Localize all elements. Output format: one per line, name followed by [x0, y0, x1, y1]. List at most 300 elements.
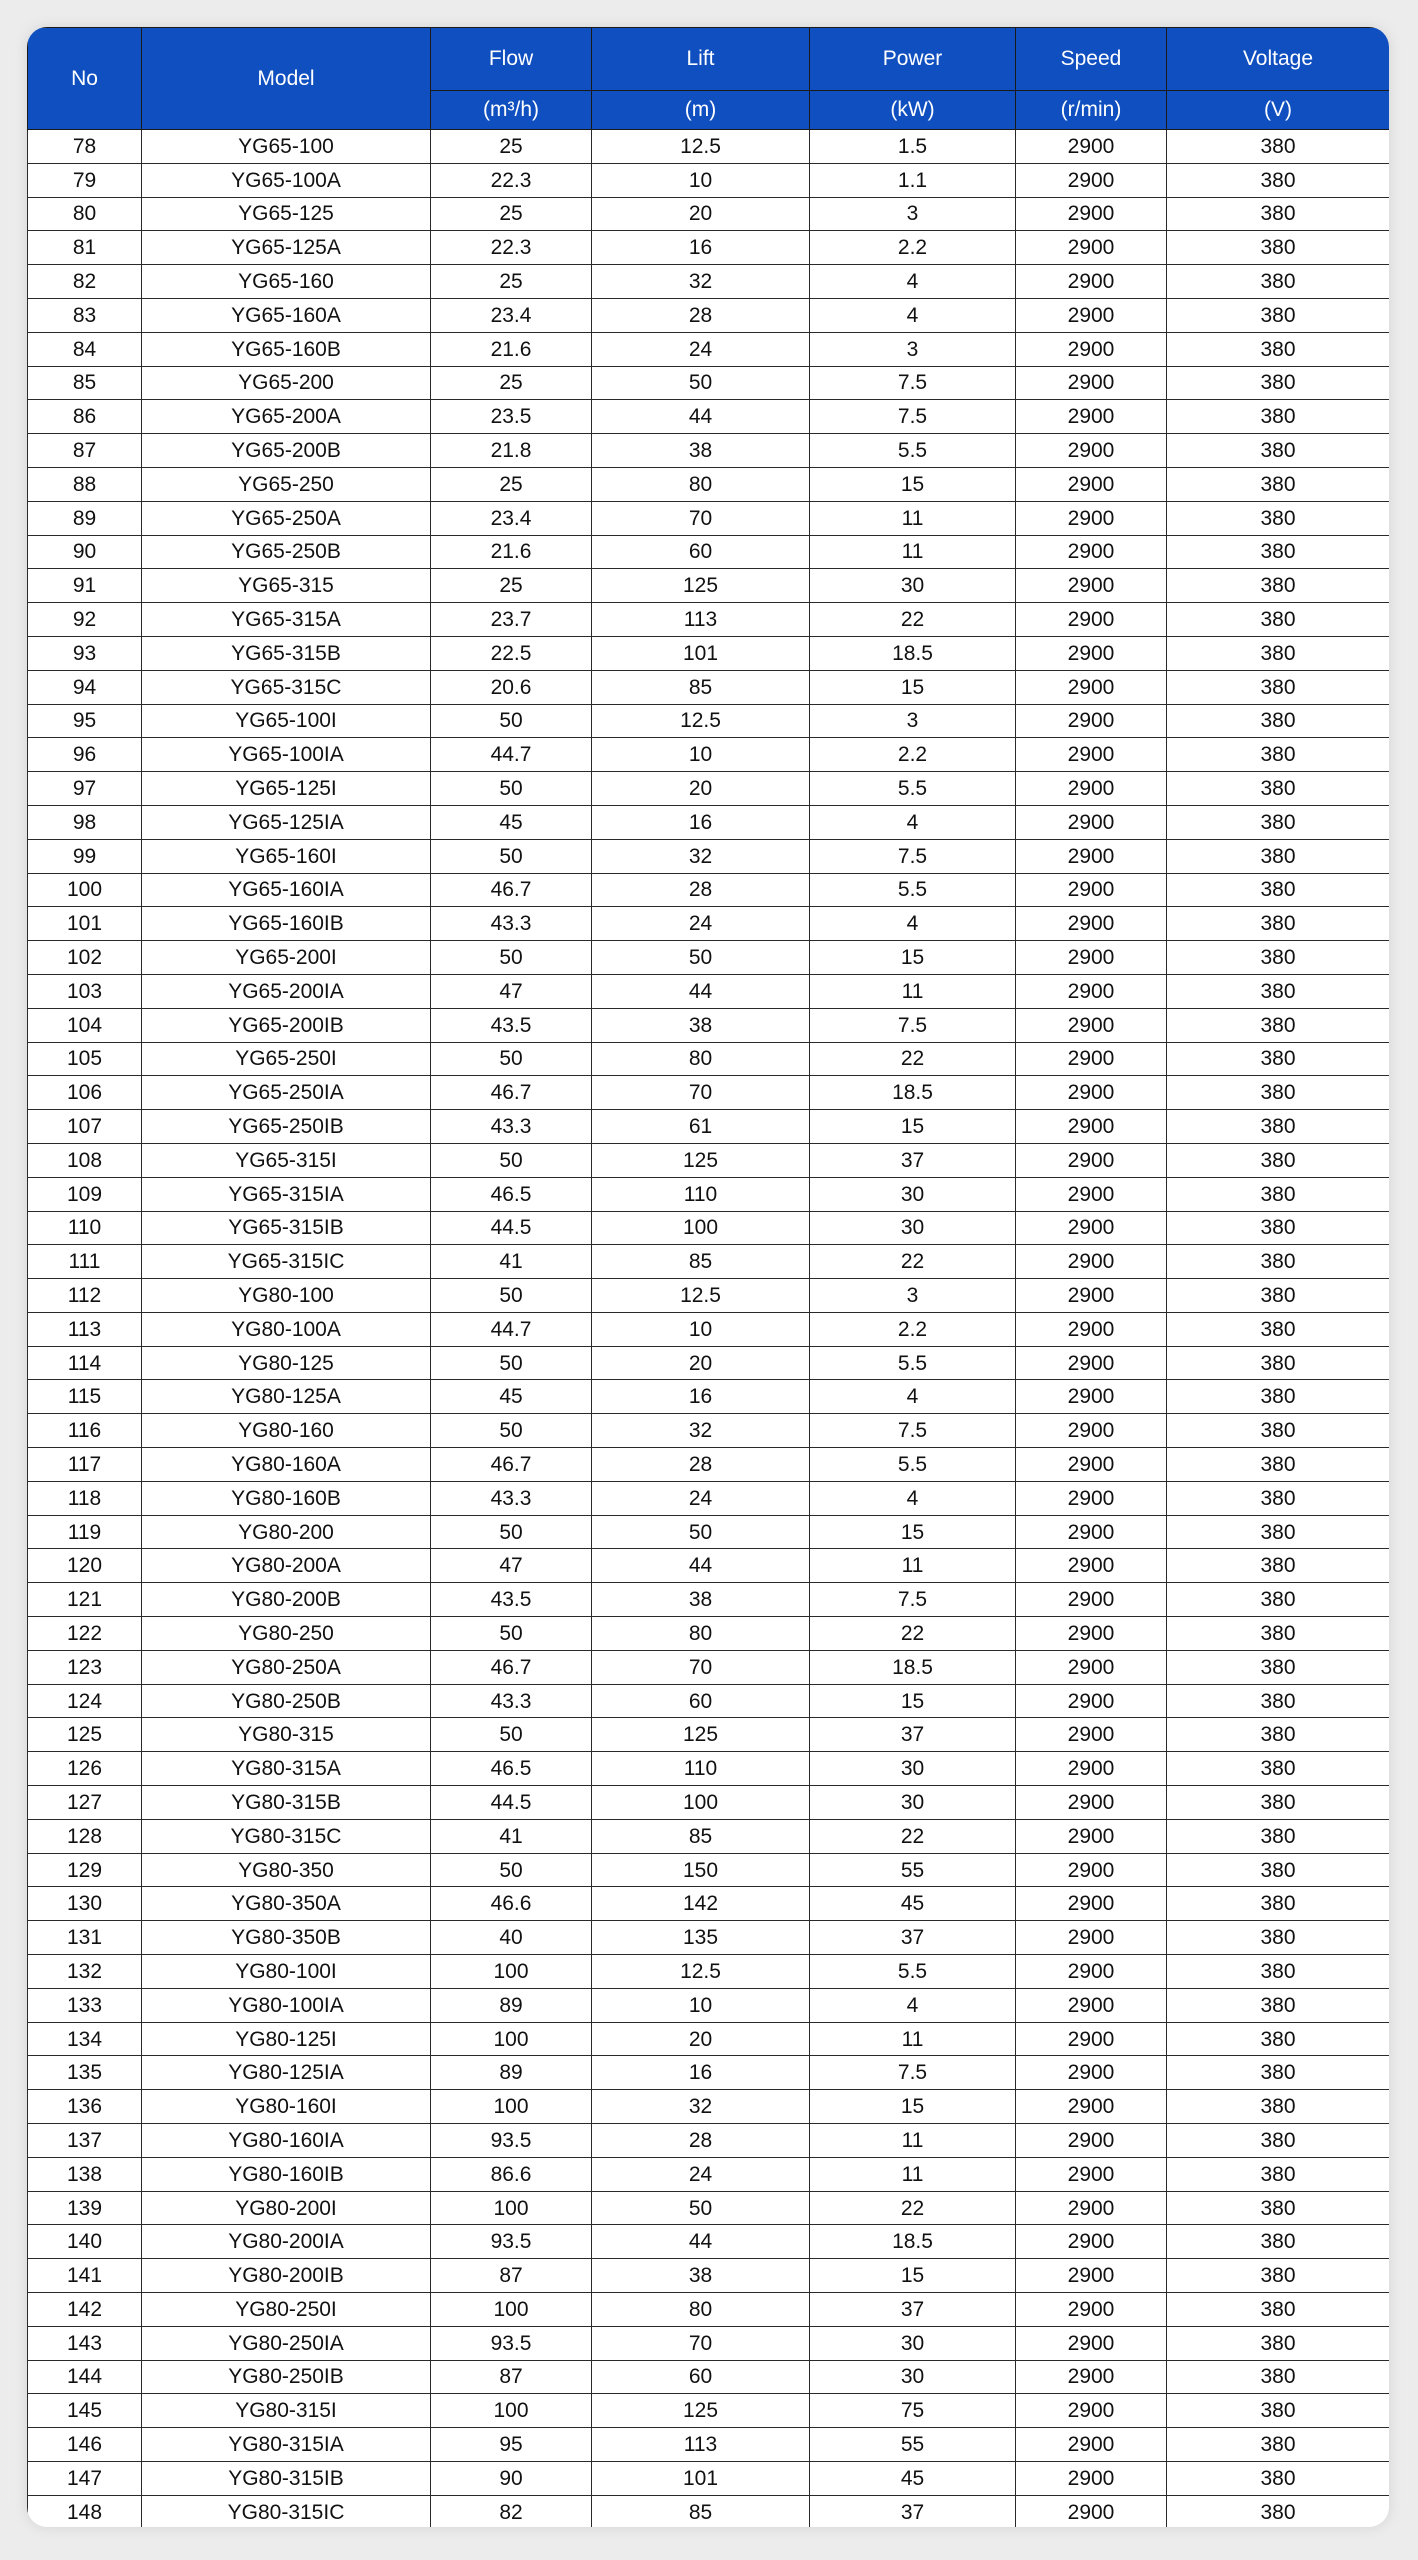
cell-no: 107 — [28, 1110, 142, 1144]
cell-voltage: 380 — [1167, 636, 1390, 670]
cell-speed: 2900 — [1016, 467, 1167, 501]
cell-model: YG80-200B — [142, 1583, 431, 1617]
cell-no: 114 — [28, 1346, 142, 1380]
table-row — [28, 2461, 1390, 2495]
cell-power: 55 — [810, 1853, 1016, 1887]
cell-model: YG80-160A — [142, 1448, 431, 1482]
cell-voltage: 380 — [1167, 1110, 1390, 1144]
table-row — [28, 2056, 1390, 2090]
cell-voltage: 380 — [1167, 501, 1390, 535]
cell-voltage: 380 — [1167, 603, 1390, 637]
cell-speed: 2900 — [1016, 1955, 1167, 1989]
cell-flow: 46.7 — [431, 1076, 592, 1110]
cell-flow: 95 — [431, 2428, 592, 2462]
cell-model: YG80-250IB — [142, 2360, 431, 2394]
cell-power: 1.1 — [810, 163, 1016, 197]
cell-speed: 2900 — [1016, 1650, 1167, 1684]
cell-flow: 50 — [431, 1279, 592, 1313]
cell-model: YG65-125I — [142, 772, 431, 806]
cell-flow: 46.6 — [431, 1887, 592, 1921]
cell-no: 80 — [28, 197, 142, 231]
table-row — [28, 2090, 1390, 2124]
cell-lift: 38 — [592, 1008, 810, 1042]
cell-voltage: 380 — [1167, 907, 1390, 941]
cell-lift: 32 — [592, 839, 810, 873]
cell-model: YG65-200B — [142, 434, 431, 468]
cell-power: 11 — [810, 2124, 1016, 2158]
cell-model: YG80-350A — [142, 1887, 431, 1921]
cell-voltage: 380 — [1167, 738, 1390, 772]
table-row — [28, 130, 1390, 164]
cell-power: 7.5 — [810, 366, 1016, 400]
cell-model: YG65-160IA — [142, 873, 431, 907]
cell-no: 130 — [28, 1887, 142, 1921]
cell-speed: 2900 — [1016, 2124, 1167, 2158]
cell-no: 87 — [28, 434, 142, 468]
cell-voltage: 380 — [1167, 704, 1390, 738]
cell-lift: 10 — [592, 1988, 810, 2022]
cell-speed: 2900 — [1016, 298, 1167, 332]
table-row — [28, 1955, 1390, 1989]
cell-no: 98 — [28, 805, 142, 839]
cell-model: YG80-200 — [142, 1515, 431, 1549]
cell-model: YG80-125A — [142, 1380, 431, 1414]
cell-flow: 50 — [431, 1617, 592, 1651]
cell-voltage: 380 — [1167, 130, 1390, 164]
cell-lift: 10 — [592, 738, 810, 772]
cell-power: 7.5 — [810, 1583, 1016, 1617]
table-row — [28, 231, 1390, 265]
cell-voltage: 380 — [1167, 1279, 1390, 1313]
cell-power: 5.5 — [810, 873, 1016, 907]
cell-no: 109 — [28, 1177, 142, 1211]
cell-model: YG80-315A — [142, 1752, 431, 1786]
cell-voltage: 380 — [1167, 332, 1390, 366]
cell-speed: 2900 — [1016, 130, 1167, 164]
cell-no: 101 — [28, 907, 142, 941]
cell-flow: 43.3 — [431, 907, 592, 941]
cell-lift: 80 — [592, 467, 810, 501]
table-row — [28, 1008, 1390, 1042]
cell-power: 15 — [810, 1684, 1016, 1718]
header-lift: Lift — [592, 28, 810, 91]
cell-voltage: 380 — [1167, 2394, 1390, 2428]
cell-voltage: 380 — [1167, 2191, 1390, 2225]
header-flow-unit: (m³/h) — [431, 91, 592, 130]
cell-voltage: 380 — [1167, 1955, 1390, 1989]
cell-flow: 46.7 — [431, 1650, 592, 1684]
table-row — [28, 839, 1390, 873]
cell-model: YG80-100A — [142, 1312, 431, 1346]
cell-model: YG65-160I — [142, 839, 431, 873]
cell-voltage: 380 — [1167, 1853, 1390, 1887]
cell-speed: 2900 — [1016, 1380, 1167, 1414]
cell-model: YG80-160IA — [142, 2124, 431, 2158]
cell-voltage: 380 — [1167, 1481, 1390, 1515]
cell-voltage: 380 — [1167, 1988, 1390, 2022]
table-row — [28, 2191, 1390, 2225]
cell-flow: 22.5 — [431, 636, 592, 670]
cell-flow: 25 — [431, 467, 592, 501]
cell-voltage: 380 — [1167, 2461, 1390, 2495]
cell-model: YG65-315 — [142, 569, 431, 603]
cell-voltage: 380 — [1167, 1076, 1390, 1110]
cell-lift: 85 — [592, 2495, 810, 2527]
cell-flow: 43.5 — [431, 1583, 592, 1617]
cell-speed: 2900 — [1016, 1887, 1167, 1921]
cell-model: YG80-315IC — [142, 2495, 431, 2527]
cell-voltage: 380 — [1167, 2259, 1390, 2293]
cell-flow: 23.4 — [431, 298, 592, 332]
cell-lift: 70 — [592, 2326, 810, 2360]
cell-model: YG65-315C — [142, 670, 431, 704]
cell-voltage: 380 — [1167, 974, 1390, 1008]
cell-speed: 2900 — [1016, 1346, 1167, 1380]
cell-model: YG65-250I — [142, 1042, 431, 1076]
cell-voltage: 380 — [1167, 1042, 1390, 1076]
table-row — [28, 1110, 1390, 1144]
cell-lift: 28 — [592, 298, 810, 332]
cell-no: 97 — [28, 772, 142, 806]
cell-lift: 16 — [592, 231, 810, 265]
cell-flow: 44.7 — [431, 738, 592, 772]
cell-model: YG65-125 — [142, 197, 431, 231]
cell-flow: 20.6 — [431, 670, 592, 704]
cell-model: YG65-315I — [142, 1143, 431, 1177]
cell-voltage: 380 — [1167, 1346, 1390, 1380]
cell-speed: 2900 — [1016, 974, 1167, 1008]
table-row — [28, 603, 1390, 637]
cell-flow: 100 — [431, 1955, 592, 1989]
cell-no: 142 — [28, 2293, 142, 2327]
cell-speed: 2900 — [1016, 1312, 1167, 1346]
cell-model: YG80-200IA — [142, 2225, 431, 2259]
cell-model: YG65-160IB — [142, 907, 431, 941]
table-row — [28, 332, 1390, 366]
cell-speed: 2900 — [1016, 1042, 1167, 1076]
cell-power: 37 — [810, 1921, 1016, 1955]
cell-voltage: 380 — [1167, 1617, 1390, 1651]
cell-lift: 38 — [592, 434, 810, 468]
cell-lift: 125 — [592, 2394, 810, 2428]
cell-voltage: 380 — [1167, 535, 1390, 569]
cell-power: 15 — [810, 2259, 1016, 2293]
cell-model: YG80-125I — [142, 2022, 431, 2056]
table-row — [28, 1312, 1390, 1346]
cell-model: YG65-160 — [142, 265, 431, 299]
cell-speed: 2900 — [1016, 535, 1167, 569]
cell-speed: 2900 — [1016, 2259, 1167, 2293]
cell-power: 7.5 — [810, 2056, 1016, 2090]
cell-no: 96 — [28, 738, 142, 772]
cell-no: 95 — [28, 704, 142, 738]
cell-speed: 2900 — [1016, 1583, 1167, 1617]
cell-model: YG65-200IA — [142, 974, 431, 1008]
cell-model: YG65-100I — [142, 704, 431, 738]
cell-no: 116 — [28, 1414, 142, 1448]
cell-power: 22 — [810, 1617, 1016, 1651]
cell-voltage: 380 — [1167, 670, 1390, 704]
cell-flow: 25 — [431, 197, 592, 231]
cell-voltage: 380 — [1167, 772, 1390, 806]
header-no: No — [28, 28, 142, 130]
cell-lift: 113 — [592, 2428, 810, 2462]
cell-flow: 50 — [431, 1515, 592, 1549]
cell-power: 4 — [810, 1481, 1016, 1515]
cell-model: YG80-100 — [142, 1279, 431, 1313]
cell-lift: 125 — [592, 1143, 810, 1177]
cell-flow: 50 — [431, 839, 592, 873]
pump-spec-table — [27, 27, 1389, 2527]
cell-power: 5.5 — [810, 1346, 1016, 1380]
cell-model: YG80-350 — [142, 1853, 431, 1887]
cell-model: YG65-200A — [142, 400, 431, 434]
cell-speed: 2900 — [1016, 1718, 1167, 1752]
table-row — [28, 1346, 1390, 1380]
cell-no: 99 — [28, 839, 142, 873]
cell-speed: 2900 — [1016, 873, 1167, 907]
cell-lift: 12.5 — [592, 130, 810, 164]
cell-no: 118 — [28, 1481, 142, 1515]
cell-lift: 101 — [592, 2461, 810, 2495]
cell-flow: 23.7 — [431, 603, 592, 637]
table-row — [28, 1211, 1390, 1245]
cell-voltage: 380 — [1167, 941, 1390, 975]
cell-model: YG80-200I — [142, 2191, 431, 2225]
cell-no: 121 — [28, 1583, 142, 1617]
cell-model: YG80-100I — [142, 1955, 431, 1989]
cell-speed: 2900 — [1016, 1819, 1167, 1853]
cell-power: 4 — [810, 1380, 1016, 1414]
cell-voltage: 380 — [1167, 1143, 1390, 1177]
cell-voltage: 380 — [1167, 1211, 1390, 1245]
table-row — [28, 873, 1390, 907]
cell-flow: 21.6 — [431, 332, 592, 366]
cell-lift: 10 — [592, 1312, 810, 1346]
table-row — [28, 1177, 1390, 1211]
cell-no: 111 — [28, 1245, 142, 1279]
cell-power: 45 — [810, 1887, 1016, 1921]
cell-power: 18.5 — [810, 1650, 1016, 1684]
cell-power: 11 — [810, 974, 1016, 1008]
cell-lift: 85 — [592, 1819, 810, 1853]
cell-flow: 100 — [431, 2191, 592, 2225]
cell-lift: 44 — [592, 974, 810, 1008]
cell-lift: 28 — [592, 873, 810, 907]
cell-lift: 20 — [592, 2022, 810, 2056]
cell-power: 4 — [810, 1988, 1016, 2022]
cell-no: 148 — [28, 2495, 142, 2527]
table-row — [28, 2124, 1390, 2158]
cell-model: YG65-100IA — [142, 738, 431, 772]
cell-flow: 21.8 — [431, 434, 592, 468]
cell-speed: 2900 — [1016, 1076, 1167, 1110]
table-row — [28, 1752, 1390, 1786]
cell-flow: 100 — [431, 2293, 592, 2327]
cell-power: 4 — [810, 298, 1016, 332]
cell-lift: 60 — [592, 535, 810, 569]
cell-power: 30 — [810, 1752, 1016, 1786]
cell-power: 37 — [810, 1143, 1016, 1177]
cell-power: 11 — [810, 1549, 1016, 1583]
cell-lift: 38 — [592, 2259, 810, 2293]
cell-power: 1.5 — [810, 130, 1016, 164]
cell-lift: 38 — [592, 1583, 810, 1617]
cell-voltage: 380 — [1167, 1515, 1390, 1549]
table-row — [28, 366, 1390, 400]
table-row — [28, 2394, 1390, 2428]
cell-voltage: 380 — [1167, 467, 1390, 501]
cell-speed: 2900 — [1016, 2428, 1167, 2462]
cell-no: 102 — [28, 941, 142, 975]
cell-no: 113 — [28, 1312, 142, 1346]
cell-power: 37 — [810, 2293, 1016, 2327]
cell-voltage: 380 — [1167, 434, 1390, 468]
cell-lift: 10 — [592, 163, 810, 197]
header-speed-unit: (r/min) — [1016, 91, 1167, 130]
cell-speed: 2900 — [1016, 1143, 1167, 1177]
cell-lift: 32 — [592, 1414, 810, 1448]
table-row — [28, 1076, 1390, 1110]
cell-flow: 86.6 — [431, 2157, 592, 2191]
cell-no: 126 — [28, 1752, 142, 1786]
cell-power: 37 — [810, 1718, 1016, 1752]
cell-power: 22 — [810, 1042, 1016, 1076]
cell-model: YG80-315 — [142, 1718, 431, 1752]
cell-power: 7.5 — [810, 1414, 1016, 1448]
table-row — [28, 1515, 1390, 1549]
cell-speed: 2900 — [1016, 704, 1167, 738]
cell-speed: 2900 — [1016, 738, 1167, 772]
cell-model: YG65-250A — [142, 501, 431, 535]
table-row — [28, 197, 1390, 231]
table-row — [28, 704, 1390, 738]
cell-lift: 113 — [592, 603, 810, 637]
cell-voltage: 380 — [1167, 1245, 1390, 1279]
table-row — [28, 1786, 1390, 1820]
cell-model: YG80-315I — [142, 2394, 431, 2428]
cell-no: 106 — [28, 1076, 142, 1110]
cell-no: 82 — [28, 265, 142, 299]
table-row — [28, 1583, 1390, 1617]
cell-speed: 2900 — [1016, 1549, 1167, 1583]
cell-power: 75 — [810, 2394, 1016, 2428]
cell-power: 11 — [810, 2022, 1016, 2056]
cell-flow: 87 — [431, 2360, 592, 2394]
cell-power: 18.5 — [810, 636, 1016, 670]
cell-no: 136 — [28, 2090, 142, 2124]
cell-no: 131 — [28, 1921, 142, 1955]
cell-no: 83 — [28, 298, 142, 332]
cell-flow: 25 — [431, 265, 592, 299]
cell-no: 137 — [28, 2124, 142, 2158]
cell-model: YG80-125 — [142, 1346, 431, 1380]
cell-no: 143 — [28, 2326, 142, 2360]
header-flow: Flow — [431, 28, 592, 91]
table-row — [28, 569, 1390, 603]
cell-no: 84 — [28, 332, 142, 366]
cell-model: YG80-160 — [142, 1414, 431, 1448]
cell-power: 5.5 — [810, 434, 1016, 468]
cell-power: 30 — [810, 1177, 1016, 1211]
cell-speed: 2900 — [1016, 1008, 1167, 1042]
cell-flow: 50 — [431, 1414, 592, 1448]
cell-speed: 2900 — [1016, 1684, 1167, 1718]
cell-lift: 50 — [592, 941, 810, 975]
cell-speed: 2900 — [1016, 636, 1167, 670]
cell-voltage: 380 — [1167, 1008, 1390, 1042]
cell-model: YG65-250IA — [142, 1076, 431, 1110]
cell-lift: 16 — [592, 2056, 810, 2090]
cell-power: 7.5 — [810, 839, 1016, 873]
cell-voltage: 380 — [1167, 839, 1390, 873]
cell-flow: 93.5 — [431, 2124, 592, 2158]
cell-power: 4 — [810, 265, 1016, 299]
cell-voltage: 380 — [1167, 2124, 1390, 2158]
cell-no: 144 — [28, 2360, 142, 2394]
cell-speed: 2900 — [1016, 231, 1167, 265]
cell-voltage: 380 — [1167, 1414, 1390, 1448]
cell-voltage: 380 — [1167, 1583, 1390, 1617]
table-row — [28, 163, 1390, 197]
cell-power: 30 — [810, 2360, 1016, 2394]
cell-model: YG65-250IB — [142, 1110, 431, 1144]
cell-power: 22 — [810, 1819, 1016, 1853]
cell-model: YG80-315C — [142, 1819, 431, 1853]
cell-flow: 44.5 — [431, 1786, 592, 1820]
cell-power: 5.5 — [810, 1955, 1016, 1989]
cell-speed: 2900 — [1016, 501, 1167, 535]
table-row — [28, 1448, 1390, 1482]
table-row — [28, 2360, 1390, 2394]
cell-speed: 2900 — [1016, 163, 1167, 197]
cell-voltage: 380 — [1167, 2326, 1390, 2360]
cell-voltage: 380 — [1167, 1448, 1390, 1482]
cell-lift: 85 — [592, 1245, 810, 1279]
table-row — [28, 1143, 1390, 1177]
table-row — [28, 434, 1390, 468]
cell-speed: 2900 — [1016, 2394, 1167, 2428]
cell-lift: 20 — [592, 1346, 810, 1380]
cell-lift: 150 — [592, 1853, 810, 1887]
cell-voltage: 380 — [1167, 1786, 1390, 1820]
cell-speed: 2900 — [1016, 1414, 1167, 1448]
cell-voltage: 380 — [1167, 1718, 1390, 1752]
cell-power: 22 — [810, 2191, 1016, 2225]
cell-power: 11 — [810, 2157, 1016, 2191]
cell-flow: 46.5 — [431, 1177, 592, 1211]
cell-flow: 25 — [431, 130, 592, 164]
cell-speed: 2900 — [1016, 2191, 1167, 2225]
cell-no: 105 — [28, 1042, 142, 1076]
header-voltage-unit: (V) — [1167, 91, 1390, 130]
cell-no: 129 — [28, 1853, 142, 1887]
cell-voltage: 380 — [1167, 366, 1390, 400]
cell-no: 89 — [28, 501, 142, 535]
cell-voltage: 380 — [1167, 2360, 1390, 2394]
table-row — [28, 772, 1390, 806]
cell-voltage: 380 — [1167, 400, 1390, 434]
cell-lift: 16 — [592, 1380, 810, 1414]
cell-power: 22 — [810, 603, 1016, 637]
table-row — [28, 974, 1390, 1008]
cell-no: 79 — [28, 163, 142, 197]
cell-power: 30 — [810, 2326, 1016, 2360]
cell-power: 18.5 — [810, 2225, 1016, 2259]
cell-voltage: 380 — [1167, 197, 1390, 231]
table-body — [28, 130, 1390, 2528]
cell-no: 88 — [28, 467, 142, 501]
